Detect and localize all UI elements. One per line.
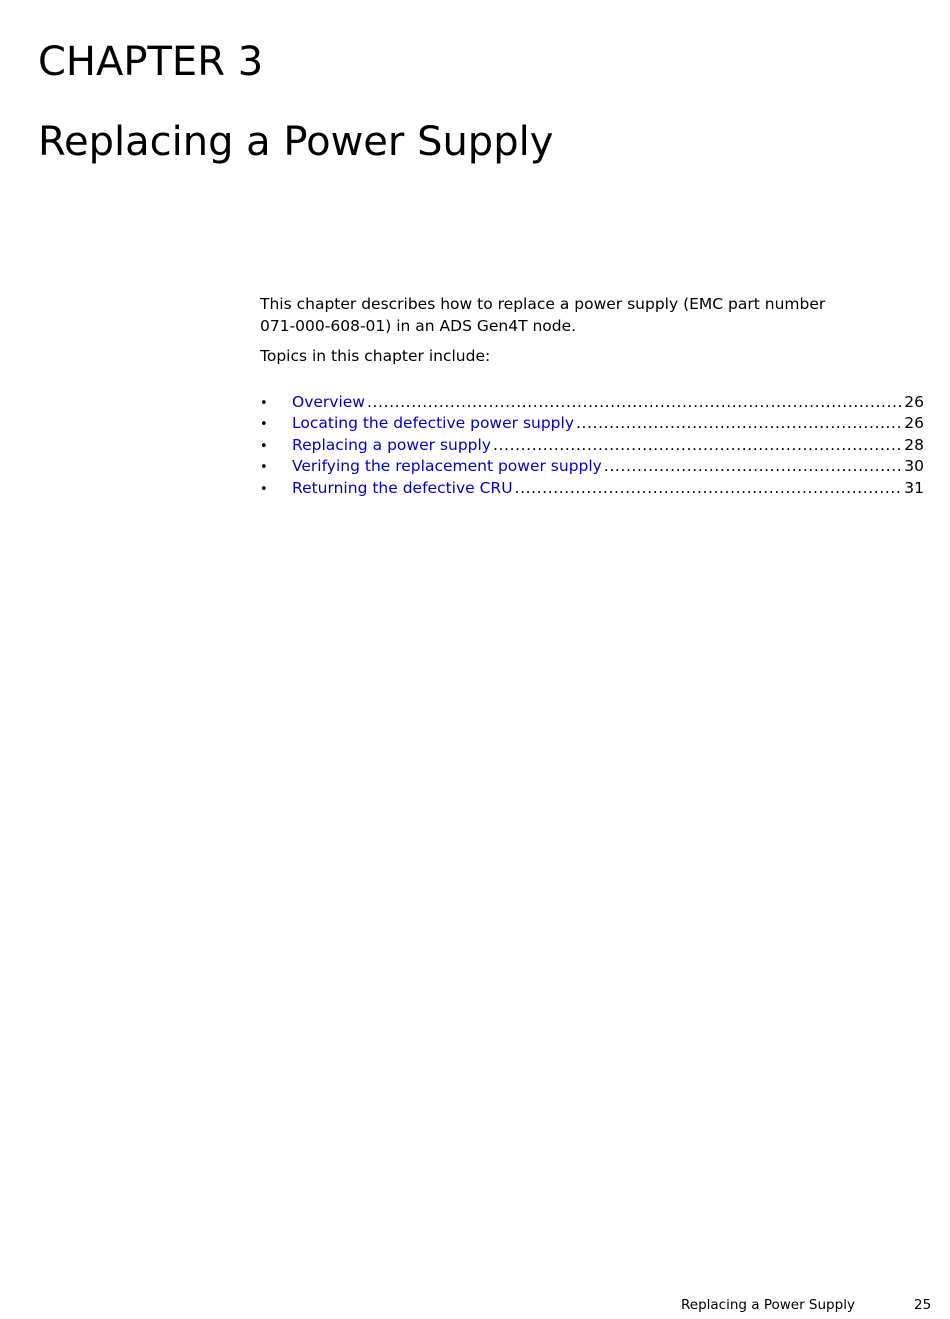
- topic-page-number: 30: [904, 457, 924, 476]
- bullet-icon: •: [260, 460, 268, 476]
- intro-line-2: 071-000-608-01) in an ADS Gen4T node.: [260, 316, 577, 335]
- intro-line-1: This chapter describes how to replace a power supply (EMC part number: [260, 295, 826, 313]
- topic-list: [260, 392, 924, 499]
- bullet-icon: •: [260, 438, 268, 454]
- topic-link-returning[interactable]: Returning the defective CRU: [292, 478, 513, 497]
- intro-paragraph: [260, 294, 860, 337]
- dot-leader: [367, 392, 902, 413]
- bullet-icon: •: [260, 417, 268, 433]
- topic-page-number: 28: [904, 435, 924, 454]
- topics-lead: Topics in this chapter include:: [260, 347, 491, 365]
- topic-item-returning: [260, 478, 924, 499]
- topic-item-locating: [260, 413, 924, 434]
- topic-page-number: 26: [904, 393, 924, 411]
- dot-leader: [493, 435, 902, 456]
- topic-link-verifying[interactable]: Verifying the replacement power supply: [292, 457, 602, 476]
- bullet-icon: •: [260, 396, 268, 411]
- footer-page-number: 25: [914, 1297, 932, 1313]
- topic-link-replacing[interactable]: Replacing a power supply: [292, 435, 491, 454]
- topic-item-overview: [260, 392, 924, 413]
- dot-leader: [604, 456, 902, 477]
- dot-leader: [576, 413, 902, 434]
- topic-link-locating[interactable]: Locating the defective power supply: [292, 414, 575, 433]
- chapter-label: CHAPTER 3: [38, 39, 264, 85]
- dot-leader: [515, 478, 903, 499]
- bullet-icon: •: [260, 481, 268, 497]
- topic-page-number: 26: [904, 414, 924, 433]
- topic-item-verifying: [260, 456, 924, 477]
- chapter-title: Replacing a Power Supply: [38, 119, 554, 165]
- footer-title: Replacing a Power Supply: [681, 1297, 855, 1313]
- topic-page-number: 31: [904, 478, 924, 497]
- topic-item-replacing: [260, 435, 924, 456]
- topic-link-overview[interactable]: Overview: [292, 393, 365, 411]
